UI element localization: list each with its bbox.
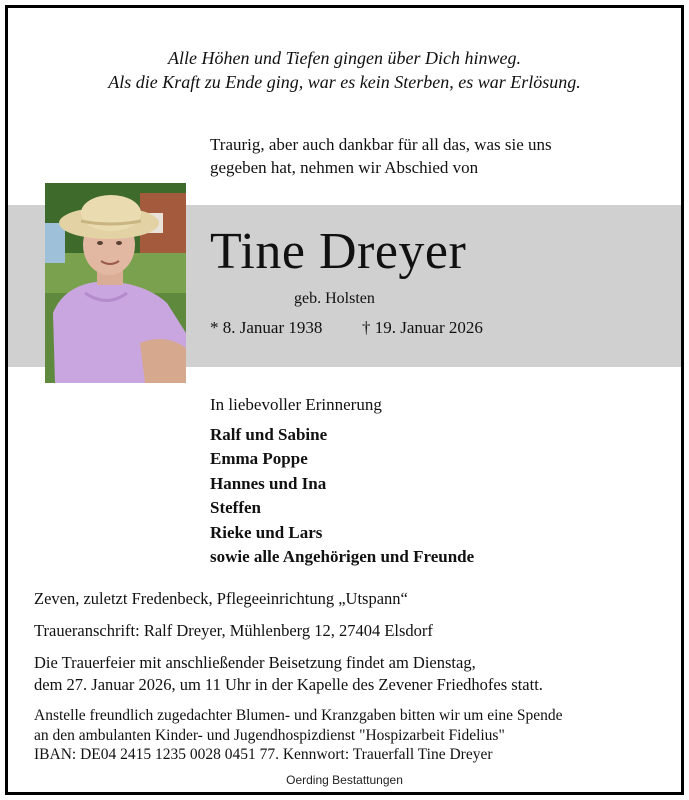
- ceremony-line-1: Die Trauerfeier mit anschließender Beisetzung findet am Dienstag,: [34, 653, 476, 672]
- mourner-name: Hannes und Ina: [210, 474, 327, 493]
- mourner-name: Ralf und Sabine: [210, 425, 328, 444]
- mourner-name: sowie alle Angehörigen und Freunde: [210, 547, 475, 566]
- memory-heading: In liebevoller Erinnerung: [210, 395, 382, 414]
- donation-line-2: an den ambulanten Kinder- und Jugendhospizdienst "Hospizarbeit Fidelius": [34, 727, 505, 744]
- deceased-name: Tine Dreyer: [210, 223, 467, 280]
- funeral-home: Oerding Bestattungen: [286, 773, 403, 787]
- mourner-name: Emma Poppe: [210, 449, 308, 468]
- donation-line-3: IBAN: DE04 2415 1235 0028 0451 77. Kennwort: Trauerfall Tine Dreyer: [34, 746, 493, 763]
- portrait-photo: [45, 183, 186, 383]
- intro-line-1: Traurig, aber auch dankbar für all das, was sie uns: [210, 135, 552, 154]
- mourner-name: Rieke und Lars: [210, 523, 323, 542]
- ceremony-line-2: dem 27. Januar 2026, um 11 Uhr in der Kapelle des Zevener Friedhofes statt.: [34, 675, 543, 694]
- quote-line-2: Als die Kraft zu Ende ging, war es kein Sterben, es war Erlösung.: [108, 72, 581, 92]
- death-date: † 19. Januar 2026: [362, 318, 483, 337]
- mourning-address: Traueranschrift: Ralf Dreyer, Mühlenberg 12, 27404 Elsdorf: [34, 621, 433, 640]
- intro-line-2: gegeben hat, nehmen wir Abschied von: [210, 158, 479, 177]
- quote-line-1: Alle Höhen und Tiefen gingen über Dich hinweg.: [168, 48, 521, 68]
- residence-line: Zeven, zuletzt Fredenbeck, Pflegeeinrichtung „Utspann“: [34, 589, 408, 608]
- birth-date: * 8. Januar 1938: [210, 318, 323, 337]
- birth-name: geb. Holsten: [294, 290, 375, 307]
- donation-line-1: Anstelle freundlich zugedachter Blumen- und Kranzgaben bitten wir um eine Spende: [34, 707, 563, 724]
- mourner-name: Steffen: [210, 498, 261, 517]
